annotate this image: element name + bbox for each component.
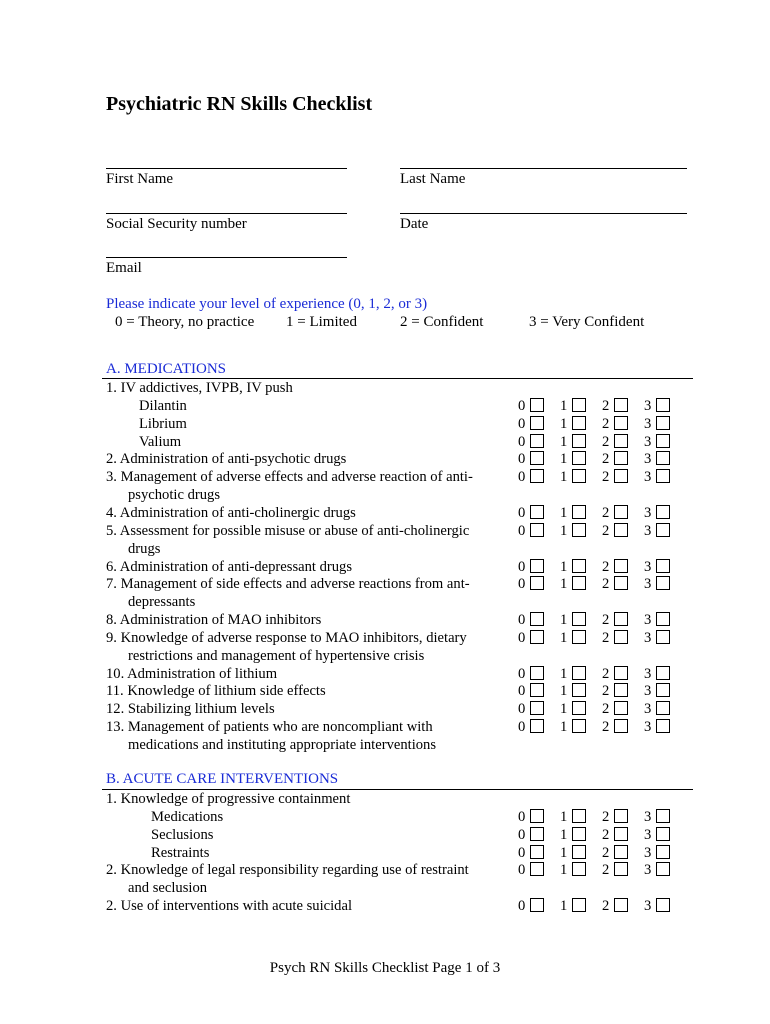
scale-2: 2 = Confident [400, 314, 484, 330]
rating-number: 2 [602, 808, 610, 825]
checklist-item-text: psychotic drugs [128, 487, 221, 504]
checklist-item-text: 1. Knowledge of progressive containment [106, 791, 351, 807]
rating-number: 3 [644, 898, 652, 915]
checklist-item-text: 7. Management of side effects and adverse reactions from ant- [106, 576, 470, 593]
rating-checkbox-3[interactable] [656, 701, 670, 715]
rating-checkbox-2[interactable] [614, 898, 628, 912]
checklist-item-text: 2. Administration of anti-psychotic drugs [106, 451, 347, 468]
checklist-item-text: 10. Administration of lithium [106, 665, 278, 682]
rating-number: 1 [560, 397, 568, 414]
rating-number: 2 [602, 826, 610, 843]
email-label: Email [106, 260, 142, 276]
checklist-item-text: 8. Administration of MAO inhibitors [106, 612, 322, 629]
rating-checkbox-0[interactable] [530, 666, 544, 680]
rating-number: 3 [644, 808, 652, 825]
rating-checkbox-3[interactable] [656, 612, 670, 626]
rating-checkbox-3[interactable] [656, 809, 670, 823]
rating-checkbox-1[interactable] [572, 451, 586, 465]
rating-checkbox-2[interactable] [614, 683, 628, 697]
rating-number: 2 [602, 612, 610, 629]
rating-number: 0 [518, 576, 526, 593]
rating-checkbox-3[interactable] [656, 862, 670, 876]
rating-number: 3 [644, 701, 652, 718]
scale-0: 0 = Theory, no practice [115, 314, 255, 330]
rating-checkbox-3[interactable] [656, 451, 670, 465]
rating-checkbox-3[interactable] [656, 469, 670, 483]
rating-number: 1 [560, 558, 568, 575]
rating-checkbox-0[interactable] [530, 434, 544, 448]
rating-checkbox-1[interactable] [572, 666, 586, 680]
rating-number: 3 [644, 862, 652, 879]
rating-number: 0 [518, 415, 526, 432]
rating-checkbox-2[interactable] [614, 630, 628, 644]
rating-number: 3 [644, 719, 652, 736]
rating-number: 0 [518, 826, 526, 843]
rating-checkbox-3[interactable] [656, 505, 670, 519]
rating-number: 2 [602, 504, 610, 521]
rating-number: 3 [644, 451, 652, 468]
rating-number: 0 [518, 469, 526, 486]
rating-checkbox-0[interactable] [530, 845, 544, 859]
rating-checkbox-2[interactable] [614, 398, 628, 412]
rating-checkbox-1[interactable] [572, 862, 586, 876]
first-name-label: First Name [106, 171, 174, 187]
rating-number: 2 [602, 629, 610, 646]
rating-number: 1 [560, 898, 568, 915]
checklist-item-text: Librium [139, 415, 187, 432]
checklist-item-text: 9. Knowledge of adverse response to MAO inhibitors, dietary [106, 629, 467, 646]
rating-number: 3 [644, 826, 652, 843]
rating-checkbox-3[interactable] [656, 559, 670, 573]
rating-checkbox-1[interactable] [572, 612, 586, 626]
rating-number: 0 [518, 683, 526, 700]
rating-number: 0 [518, 522, 526, 539]
rating-checkbox-1[interactable] [572, 469, 586, 483]
rating-number: 0 [518, 397, 526, 414]
rating-number: 1 [560, 576, 568, 593]
rating-number: 3 [644, 576, 652, 593]
rating-number: 3 [644, 522, 652, 539]
rating-number: 0 [518, 701, 526, 718]
page-footer: Psych RN Skills Checklist Page 1 of 3 [269, 960, 501, 976]
rating-checkbox-1[interactable] [572, 701, 586, 715]
rating-number: 0 [518, 898, 526, 915]
checklist-item-text: 4. Administration of anti-cholinergic drugs [106, 504, 356, 521]
rating-checkbox-1[interactable] [572, 630, 586, 644]
rating-number: 2 [602, 469, 610, 486]
rating-checkbox-3[interactable] [656, 898, 670, 912]
rating-checkbox-1[interactable] [572, 719, 586, 733]
rating-number: 2 [602, 701, 610, 718]
page-title: Psychiatric RN Skills Checklist [106, 93, 373, 115]
rating-number: 2 [602, 433, 610, 450]
rating-number: 0 [518, 451, 526, 468]
rating-number: 2 [602, 522, 610, 539]
checklist-item-text: restrictions and management of hypertensive crisis [128, 647, 425, 664]
rating-checkbox-0[interactable] [530, 451, 544, 465]
rating-checkbox-0[interactable] [530, 505, 544, 519]
rating-checkbox-1[interactable] [572, 416, 586, 430]
rating-checkbox-3[interactable] [656, 827, 670, 841]
rating-checkbox-2[interactable] [614, 559, 628, 573]
rating-number: 3 [644, 612, 652, 629]
rating-checkbox-1[interactable] [572, 559, 586, 573]
scale-3: 3 = Very Confident [529, 314, 645, 330]
rating-checkbox-0[interactable] [530, 630, 544, 644]
rating-number: 1 [560, 433, 568, 450]
checklist-item-text: Seclusions [151, 826, 214, 843]
rating-number: 3 [644, 683, 652, 700]
rating-checkbox-3[interactable] [656, 416, 670, 430]
rating-checkbox-0[interactable] [530, 576, 544, 590]
rating-number: 1 [560, 844, 568, 861]
checklist-item-text: Medications [151, 808, 224, 825]
rating-number: 3 [644, 397, 652, 414]
rating-checkbox-3[interactable] [656, 576, 670, 590]
rating-checkbox-2[interactable] [614, 862, 628, 876]
rating-number: 1 [560, 862, 568, 879]
checklist-item-text: 11. Knowledge of lithium side effects [106, 683, 326, 700]
checklist-item-text: 12. Stabilizing lithium levels [106, 701, 275, 718]
ssn-label: Social Security number [106, 216, 247, 232]
checklist-item-text: 2. Use of interventions with acute suicidal [106, 898, 353, 915]
rating-number: 0 [518, 862, 526, 879]
rating-checkbox-2[interactable] [614, 809, 628, 823]
rating-checkbox-1[interactable] [572, 845, 586, 859]
rating-checkbox-0[interactable] [530, 523, 544, 537]
rating-number: 2 [602, 683, 610, 700]
rating-number: 1 [560, 522, 568, 539]
rating-number: 3 [644, 844, 652, 861]
rating-number: 0 [518, 719, 526, 736]
rating-checkbox-0[interactable] [530, 827, 544, 841]
rating-number: 3 [644, 415, 652, 432]
rating-checkbox-0[interactable] [530, 416, 544, 430]
rating-checkbox-2[interactable] [614, 576, 628, 590]
rating-number: 1 [560, 504, 568, 521]
checklist-item-text: 1. IV addictives, IVPB, IV push [106, 380, 293, 396]
rating-number: 0 [518, 612, 526, 629]
rating-number: 2 [602, 415, 610, 432]
first-name-field[interactable] [106, 168, 347, 169]
rating-checkbox-2[interactable] [614, 469, 628, 483]
date-label: Date [400, 216, 429, 232]
rating-number: 0 [518, 504, 526, 521]
rating-checkbox-3[interactable] [656, 845, 670, 859]
rating-number: 0 [518, 433, 526, 450]
rating-checkbox-1[interactable] [572, 809, 586, 823]
rating-checkbox-0[interactable] [530, 898, 544, 912]
date-field[interactable] [400, 213, 687, 214]
rating-number: 1 [560, 469, 568, 486]
checklist-item-text: Valium [139, 433, 182, 450]
rating-checkbox-2[interactable] [614, 719, 628, 733]
rating-checkbox-2[interactable] [614, 845, 628, 859]
checklist-item-text: 13. Management of patients who are noncompliant with [106, 719, 433, 736]
rating-number: 3 [644, 665, 652, 682]
rating-number: 2 [602, 844, 610, 861]
rating-number: 0 [518, 808, 526, 825]
rating-number: 3 [644, 433, 652, 450]
rating-checkbox-3[interactable] [656, 683, 670, 697]
rating-checkbox-0[interactable] [530, 683, 544, 697]
ssn-field[interactable] [106, 213, 347, 214]
rating-checkbox-3[interactable] [656, 719, 670, 733]
rating-number: 3 [644, 558, 652, 575]
rating-number: 1 [560, 629, 568, 646]
rating-checkbox-1[interactable] [572, 434, 586, 448]
rating-checkbox-2[interactable] [614, 827, 628, 841]
checklist-item-text: drugs [128, 540, 161, 557]
email-field[interactable] [106, 257, 347, 258]
section-a-heading: A. MEDICATIONS [106, 361, 226, 377]
rating-number: 2 [602, 558, 610, 575]
checklist-item-text: 5. Assessment for possible misuse or abuse of anti-cholinergic [106, 522, 470, 539]
rating-checkbox-2[interactable] [614, 666, 628, 680]
rating-number: 0 [518, 665, 526, 682]
rating-number: 3 [644, 504, 652, 521]
rating-number: 1 [560, 451, 568, 468]
rating-checkbox-2[interactable] [614, 612, 628, 626]
rating-number: 2 [602, 397, 610, 414]
checklist-item-text: and seclusion [128, 880, 208, 897]
rating-checkbox-1[interactable] [572, 827, 586, 841]
rating-number: 0 [518, 558, 526, 575]
last-name-field[interactable] [400, 168, 687, 169]
rating-number: 1 [560, 826, 568, 843]
rating-checkbox-1[interactable] [572, 683, 586, 697]
rating-number: 1 [560, 665, 568, 682]
rating-checkbox-3[interactable] [656, 523, 670, 537]
rating-checkbox-3[interactable] [656, 434, 670, 448]
rating-checkbox-0[interactable] [530, 398, 544, 412]
rating-number: 0 [518, 844, 526, 861]
rating-number: 1 [560, 719, 568, 736]
rating-checkbox-2[interactable] [614, 434, 628, 448]
rating-checkbox-0[interactable] [530, 719, 544, 733]
rating-checkbox-0[interactable] [530, 809, 544, 823]
rating-number: 2 [602, 719, 610, 736]
checklist-item-text: medications and instituting appropriate interventions [128, 737, 437, 753]
rating-checkbox-0[interactable] [530, 612, 544, 626]
checklist-item-text: Restraints [151, 844, 210, 861]
scale-1: 1 = Limited [286, 314, 357, 330]
rating-checkbox-2[interactable] [614, 416, 628, 430]
rating-checkbox-3[interactable] [656, 398, 670, 412]
rating-checkbox-2[interactable] [614, 701, 628, 715]
rating-number: 2 [602, 862, 610, 879]
checklist-item-text: depressants [128, 594, 196, 611]
rating-checkbox-0[interactable] [530, 701, 544, 715]
rating-checkbox-0[interactable] [530, 469, 544, 483]
rating-number: 1 [560, 415, 568, 432]
experience-prompt: Please indicate your level of experience (0, 1, 2, or 3) [106, 296, 428, 312]
rating-number: 3 [644, 629, 652, 646]
rating-number: 1 [560, 683, 568, 700]
rating-number: 0 [518, 629, 526, 646]
rating-checkbox-1[interactable] [572, 505, 586, 519]
rating-checkbox-3[interactable] [656, 666, 670, 680]
rating-checkbox-2[interactable] [614, 451, 628, 465]
section-b-heading: B. ACUTE CARE INTERVENTIONS [106, 771, 339, 787]
rating-checkbox-2[interactable] [614, 523, 628, 537]
rating-checkbox-1[interactable] [572, 523, 586, 537]
checklist-item-text: 6. Administration of anti-depressant drugs [106, 558, 353, 575]
rating-checkbox-1[interactable] [572, 576, 586, 590]
last-name-label: Last Name [400, 171, 466, 187]
rating-number: 1 [560, 808, 568, 825]
rating-number: 1 [560, 701, 568, 718]
checklist-item-text: Dilantin [139, 397, 187, 414]
rating-checkbox-0[interactable] [530, 862, 544, 876]
rating-checkbox-0[interactable] [530, 559, 544, 573]
rating-checkbox-2[interactable] [614, 505, 628, 519]
rating-number: 2 [602, 665, 610, 682]
rating-number: 1 [560, 612, 568, 629]
checklist-item-text: 3. Management of adverse effects and adverse reaction of anti- [106, 469, 473, 486]
rating-checkbox-1[interactable] [572, 398, 586, 412]
rating-number: 3 [644, 469, 652, 486]
rating-checkbox-3[interactable] [656, 630, 670, 644]
rating-number: 2 [602, 451, 610, 468]
rating-checkbox-1[interactable] [572, 898, 586, 912]
checklist-item-text: 2. Knowledge of legal responsibility regarding use of restraint [106, 862, 469, 879]
rating-number: 2 [602, 576, 610, 593]
rating-number: 2 [602, 898, 610, 915]
